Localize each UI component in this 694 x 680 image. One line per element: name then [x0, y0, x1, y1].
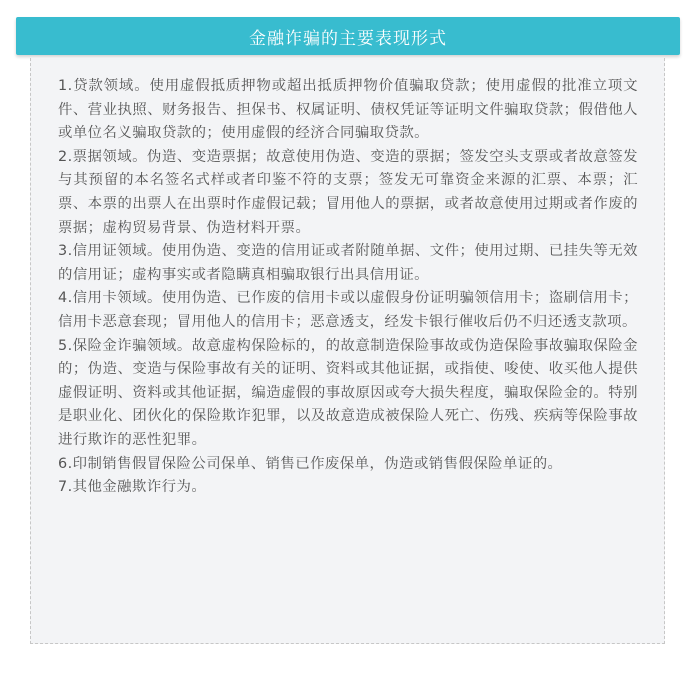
paragraph-fake-policies: 6.印制销售假冒保险公司保单、销售已作废保单，伪造或销售假保险单证的。 — [58, 455, 563, 472]
paragraph-bills: 2.票据领域。伪造、变造票据；故意使用伪造、变造的票据；签发空头支票或者故意签发与其预留的本名签名式样或者印鉴不符的支票；签发无可靠资金来源的汇票、本票；汇票、本票的出票人在出票时作虚假记载；冒用他人的票据，或者故意使用过期或者作废的票据；虚构贸易背景、伪造材料开票。 — [58, 148, 638, 236]
content-body — [58, 75, 638, 500]
title-bar — [16, 17, 680, 55]
page-title: 金融诈骗的主要表现形式 — [249, 28, 447, 49]
paragraph-loan: 1.贷款领域。使用虚假抵质押物或超出抵质押物价值骗取贷款；使用虚假的批准立项文件、营业执照、财务报告、担保书、权属证明、债权凭证等证明文件骗取贷款；假借他人或单位名义骗取贷款的；使用虚假的经济合同骗取贷款。 — [58, 78, 638, 142]
paragraph-credit-card: 4.信用卡领域。使用伪造、已作废的信用卡或以虚假身份证明骗领信用卡；盗刷信用卡；信用卡恶意套现；冒用他人的信用卡；恶意透支，经发卡银行催收后仍不归还透支款项。 — [58, 290, 638, 330]
content-panel — [30, 58, 665, 644]
paragraph-other: 7.其他金融欺诈行为。 — [58, 479, 207, 496]
paragraph-letter-of-credit: 3.信用证领域。使用伪造、变造的信用证或者附随单据、文件；使用过期、已挂失等无效的信用证；虚构事实或者隐瞒真相骗取银行出具信用证。 — [58, 243, 638, 283]
paragraph-insurance: 5.保险金诈骗领域。故意虚构保险标的，的故意制造保险事故或伪造保险事故骗取保险金的；伪造、变造与保险事故有关的证明、资料或其他证据，或指使、唆使、收买他人提供虚假证明、资料或其他证据，编造虚假的事故原因或夸大损失程度，骗取保险金的。特别是职业化、团伙化的保险欺诈犯罪，以及故意造成被保险人死亡、伤残、疾病等保险事故进行欺诈的恶性犯罪。 — [58, 337, 638, 448]
